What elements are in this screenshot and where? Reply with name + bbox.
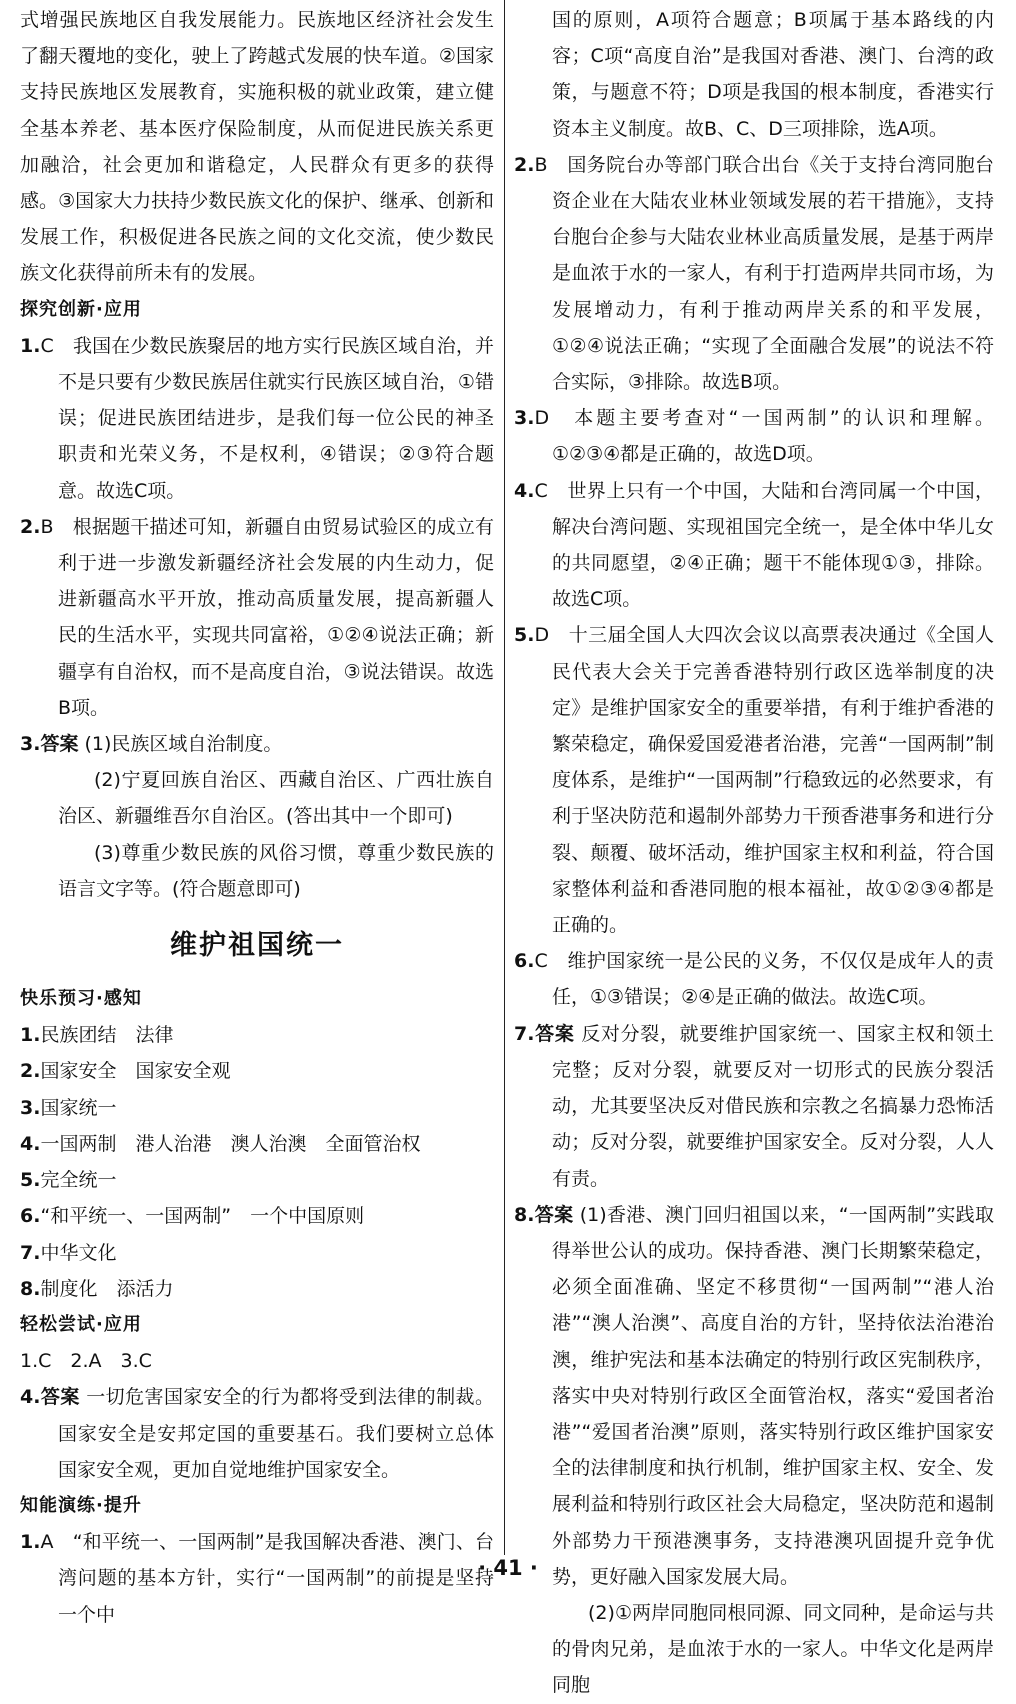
item-text: 一国两制 港人治港 澳人治澳 全面管治权 [40, 1132, 421, 1155]
item-text: C 世界上只有一个中国，大陆和台湾同属一个中国，解决台湾问题、实现祖国完全统一，是全体中华儿女的共同愿望，②④正确；题干不能体现①③，排除。故选C项。 [534, 479, 994, 611]
answer-item [20, 726, 494, 762]
item-text: 中华文化 [40, 1241, 117, 1264]
preview-item [20, 1271, 494, 1307]
item-text: C 我国在少数民族聚居的地方实行民族区域自治，并不是只要有少数民族居住就实行民族区域自治，①错误；促进民族团结进步，是我们每一位公民的神圣职责和光荣义务，不是权利，④错误；②③符合题意。故选C项。 [40, 334, 494, 502]
item-number: 8. [514, 1203, 535, 1226]
item-text: 一切危害国家安全的行为都将受到法律的制裁。国家安全是安邦定国的重要基石。我们要树立总体国家安全观，更加自觉地维护国家安全。 [58, 1386, 494, 1481]
preview-item [20, 1126, 494, 1162]
column-divider [504, 0, 505, 1555]
preview-item [20, 1017, 494, 1053]
preview-item [20, 1090, 494, 1126]
item-text: B 国务院台办等部门联合出台《关于支持台湾同胞台资企业在大陆农业林业领域发展的若干措施》，支持台胞台企参与大陆农业林业高质量发展，是基于两岸是血浓于水的一家人，有利于打造两岸共同市场，为发展增动力，有利于推动两岸关系的和平发展，①②④说法正确；“实现了全面融合发展”的说法不符合实际，③排除。故选B项。 [534, 153, 994, 394]
answer-item [514, 617, 994, 943]
item-text: 民族团结 法律 [40, 1024, 174, 1047]
item-number: 7. [514, 1022, 535, 1045]
answer-item [514, 400, 994, 472]
preview-list [20, 1017, 494, 1307]
item-number: 6. [20, 1205, 41, 1228]
answer-item [514, 943, 994, 1015]
right-column [514, 2, 994, 1704]
item-number: 4. [20, 1386, 41, 1409]
item-text: (1)香港、澳门回归祖国以来，“一国两制”实践取得举世公认的成功。保持香港、澳门长期繁荣稳定，必须全面准确、坚定不移贯彻“一国两制”“港人治港”“澳人治澳”、高度自治的方针，坚持依法治港治澳，维护宪法和基本法确定的特别行政区宪制秩序，落实中央对特别行政区全面管治权，落实“爱国者治港”“爱国者治澳”原则，落实特别行政区维护国家安全的法律制度和执行机制，维护国家主权、安全、发展利益和特别行政区社会大局稳定，坚决防范和遏制外部势力干预港澳事务，支持港澳巩固提升竞争优势，更好融入国家发展大局。 [552, 1203, 994, 1588]
item-number: 1. [20, 1024, 41, 1047]
answer-item [514, 1197, 994, 1595]
chapter-title: 维护祖国统一 [170, 930, 344, 962]
item-number: 3. [514, 407, 535, 430]
item-text: 国家安全 国家安全观 [40, 1060, 231, 1083]
item-number: 5. [20, 1169, 41, 1192]
item-number: 5. [514, 624, 535, 647]
section-heading-try: 轻松尝试·应用 [20, 1313, 142, 1335]
section-heading-practice: 知能演练·提升 [20, 1494, 142, 1516]
preview-item [20, 1162, 494, 1198]
item-number: 3. [20, 1096, 41, 1119]
item-text: 国家统一 [40, 1096, 117, 1119]
item-number: 1. [20, 1531, 41, 1554]
preview-item [20, 1235, 494, 1271]
item-number: 1. [20, 334, 41, 357]
answer-subitem: (2)①两岸同胞同根同源、同文同种，是命运与共的骨肉兄弟，是血浓于水的一家人。中华文化是两岸同胞 [552, 1601, 994, 1697]
answer-subitem: (3)尊重少数民族的风俗习惯，尊重少数民族的语言文字等。(符合题意即可) [58, 841, 494, 900]
item-number: 6. [514, 950, 535, 973]
section-heading-explore: 探究创新·应用 [20, 298, 142, 320]
item-text: 制度化 添活力 [40, 1277, 174, 1300]
continued-text: 国的原则，A项符合题意；B项属于基本路线的内容；C项“高度自治”是我国对香港、澳门、台湾的政策，与题意不符；D项是我国的根本制度，香港实行资本主义制度。故B、C、D三项排除，选A项。 [552, 9, 994, 140]
answer-item [20, 1379, 494, 1488]
item-text: D 本题主要考查对“一国两制”的认识和理解。①②③④都是正确的，故选D项。 [534, 407, 994, 466]
item-text: 完全统一 [40, 1169, 117, 1192]
answer-label: 答案 [40, 1386, 80, 1409]
item-number: 7. [20, 1241, 41, 1264]
preview-item [20, 1053, 494, 1089]
item-text: A “和平统一、一国两制”是我国解决香港、澳门、台湾问题的基本方针，实行“一国两制”的前提是坚持一个中 [40, 1531, 494, 1626]
item-number: 2. [20, 1060, 41, 1083]
intro-paragraph: 式增强民族地区自我发展能力。民族地区经济社会发生了翻天覆地的变化，驶上了跨越式发展的快车道。②国家支持民族地区发展教育，实施积极的就业政策，建立健全基本养老、基本医疗保险制度，从而促进民族关系更加融洽，社会更加和谐稳定，人民群众有更多的获得感。③国家大力扶持少数民族文化的保护、继承、创新和发展工作，积极促进各民族之间的文化交流，使少数民族文化获得前所未有的发展。 [20, 9, 494, 285]
answer-subitem: (2)宁夏回族自治区、西藏自治区、广西壮族自治区、新疆维吾尔自治区。(答出其中一个即可) [58, 769, 494, 828]
section-heading-preview: 快乐预习·感知 [20, 988, 142, 1010]
answer-label: 答案 [534, 1022, 575, 1045]
item-number: 4. [20, 1132, 41, 1155]
item-number: 8. [20, 1277, 41, 1300]
answer-label: 答案 [40, 733, 79, 756]
answer-item [20, 509, 494, 726]
preview-item [20, 1198, 494, 1234]
item-text: B 根据题干描述可知，新疆自由贸易试验区的成立有利于进一步激发新疆经济社会发展的内生动力，促进新疆高水平开放，推动高质量发展，提高新疆人民的生活水平，实现共同富裕，①②④说法正确；新疆享有自治权，而不是高度自治，③说法错误。故选B项。 [40, 515, 494, 719]
answer-item [514, 147, 994, 400]
item-text: C 维护国家统一是公民的义务，不仅仅是成年人的责任，①③错误；②④是正确的做法。故选C项。 [534, 950, 994, 1009]
answer-item [514, 1016, 994, 1197]
left-column [20, 2, 494, 1633]
item-text: D 十三届全国人大四次会议以高票表决通过《全国人民代表大会关于完善香港特别行政区选举制度的决定》是维护国家安全的重要举措，有利于维护香港的繁荣稳定，确保爱国爱港者治港，完善“一国两制”制度体系，是维护“一国两制”行稳致远的必然要求，有利于坚决防范和遏制外部势力干预香港事务和进行分裂、颠覆、破坏活动，维护国家主权和利益，符合国家整体利益和香港同胞的根本福祉，故①②③④都是正确的。 [534, 624, 994, 937]
answer-item [20, 328, 494, 509]
item-text: (1)民族区域自治制度。 [84, 733, 283, 756]
page-number: · 41 · [478, 1556, 538, 1580]
answer-label: 答案 [534, 1203, 574, 1226]
item-number: 2. [514, 153, 535, 176]
item-text: “和平统一、一国两制” 一个中国原则 [40, 1205, 365, 1228]
item-text: 反对分裂，就要维护国家统一、国家主权和领土完整；反对分裂，就要反对一切形式的民族分裂活动，尤其要坚决反对借民族和宗教之名搞暴力恐怖活动；反对分裂，就要维护国家安全。反对分裂，人人有责。 [552, 1022, 994, 1190]
item-number: 2. [20, 515, 41, 538]
answer-item [514, 473, 994, 618]
item-number: 4. [514, 479, 535, 502]
try-answers: 1.C 2.A 3.C [20, 1350, 152, 1373]
item-number: 3. [20, 733, 41, 756]
